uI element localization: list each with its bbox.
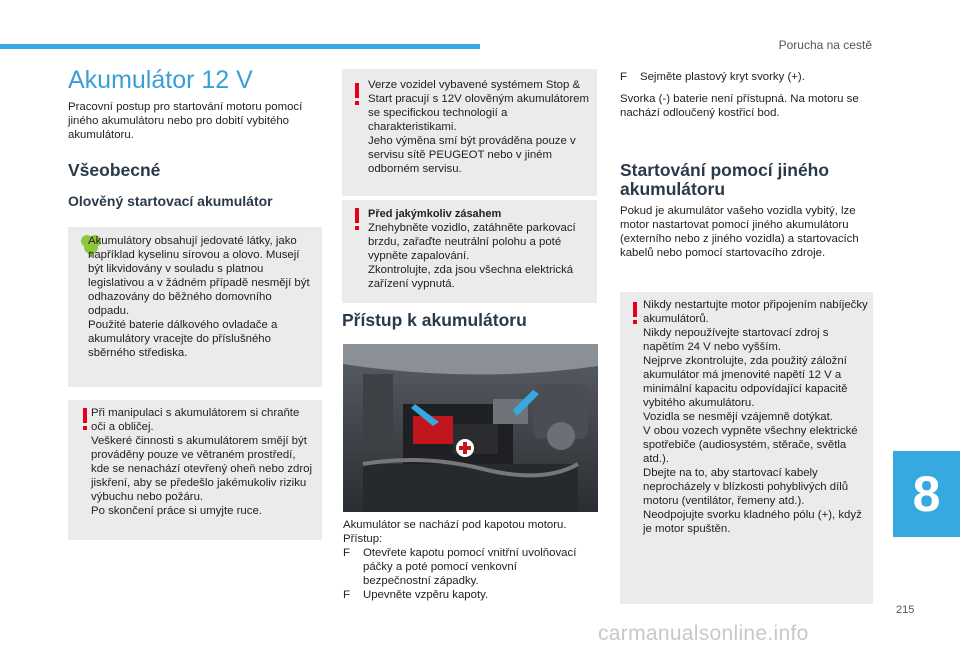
heading-jump-start: Startování pomocí jiného akumulátoru [620, 160, 830, 199]
watermark: carmanualsonline.info [598, 622, 809, 645]
header-accent-bar [0, 44, 480, 49]
step-bullet-icon: F [343, 547, 350, 559]
intro-text: Pracovní postup pro startování motoru pomocí jiného akumulátoru nebo pro dobití vybitého akumulátoru. [68, 101, 303, 141]
access-step-1: F Otevřete kapotu pomocí vnitřní uvolňovací páčky a poté pomocí venkovní bezpečnostní západky. [343, 547, 577, 587]
access-label: Přístup: [343, 533, 383, 545]
battery-location-caption: Akumulátor se nachází pod kapotou motoru. [343, 519, 567, 531]
step-bullet-icon: F [343, 589, 350, 601]
warning-box-handling [68, 400, 322, 540]
heading-lead-battery: Olověný startovací akumulátor [68, 193, 273, 209]
chapter-tab: 8 [893, 451, 960, 537]
heading-battery-access: Přístup k akumulátoru [342, 310, 527, 330]
warning-jump-start-text: Nikdy nestartujte motor připojením nabíječky akumulátorů. Nikdy nepoužívejte startovací zdroj s napětím 24 V nebo vyšším. Nejprve zkontrolujte, zda použitý záložní akumulátor má jmenovité napětí 12 V a minimální kapacitu odpovídající kapacitě vybitého akumulátoru. Vozidla se nesmějí vzájemně dotýkat. V obou vozech vypněte všechny elektrické spotřebiče (audiosystém, stěrače, světla atd.). Dbejte na to, aby startovací kabely neprocházely v blízkosti pohyblivých dílů motoru (ventilátor, řemeny atd.). Neodpojujte svorku kladného pólu (+), když je motor spuštěn. [643, 299, 868, 535]
warning-icon [632, 302, 638, 324]
warning-box-jump-start [620, 292, 873, 604]
step-remove-cover: F Sejměte plastový kryt svorky (+). [620, 71, 805, 83]
page-title: Akumulátor 12 V [68, 66, 253, 94]
section-title: Porucha na cestě [778, 38, 872, 52]
warning-stopstart-text: Verze vozidel vybavené systémem Stop & Start pracují s 12V olověným akumulátorem se specifickou technologií a charakteristikami. Jeho výměna smí být prováděna pouze v servisu sítě PEUGEOT nebo v jiném odborném servisu. [368, 79, 589, 175]
warning-before-title: Před jakýmkoliv zásahem [368, 208, 502, 220]
heading-general: Všeobecné [68, 160, 161, 180]
warning-icon [354, 83, 360, 105]
warning-before-text: Znehybněte vozidlo, zatáhněte parkovací brzdu, zařaďte neutrální polohu a poté vypněte zapalování. Zkontrolujte, zda jsou všechna elektrická zařízení vypnutá. [368, 222, 576, 290]
warning-icon [82, 408, 88, 430]
page-number: 215 [896, 604, 915, 616]
environment-note-text: Akumulátory obsahují jedovaté látky, jako například kyselinu sírovou a olovo. Musejí být likvidovány v souladu s platnou legislativou a v žádném případě nesmějí být odhazovány do běžného domovního odpadu. Použité baterie dálkového ovladače a akumulátory vracejte do příslušného sběrného střediska. [88, 235, 310, 359]
access-step-2: F Upevněte vzpěru kapoty. [343, 589, 489, 601]
warning-box-before [342, 200, 597, 303]
negative-terminal-text: Svorka (-) baterie není přístupná. Na motoru se nachází odloučený kostřicí bod. [620, 93, 859, 119]
engine-bay-image [343, 344, 598, 512]
step-bullet-icon: F [620, 71, 627, 83]
warning-icon [354, 208, 360, 230]
environment-note-box [68, 227, 322, 387]
warning-box-stopstart [342, 69, 597, 196]
warning-handling-text: Při manipulaci s akumulátorem si chraňte oči a obličej. Veškeré činnosti s akumulátorem smějí být prováděny pouze ve větraném prostředí, kde se nenachází otevřený oheň nebo zdroj jiskření, aby se předešlo jakémukoliv riziku výbuchu nebo požáru. Po skončení práce si umyjte ruce. [91, 407, 313, 517]
jump-start-intro: Pokud je akumulátor vašeho vozidla vybitý, lze motor nastartovat pomocí jiného akumulátoru (externího nebo z jiného vozidla) a startovacích kabelů nebo pomocí startovacího zdroje. [620, 205, 859, 259]
